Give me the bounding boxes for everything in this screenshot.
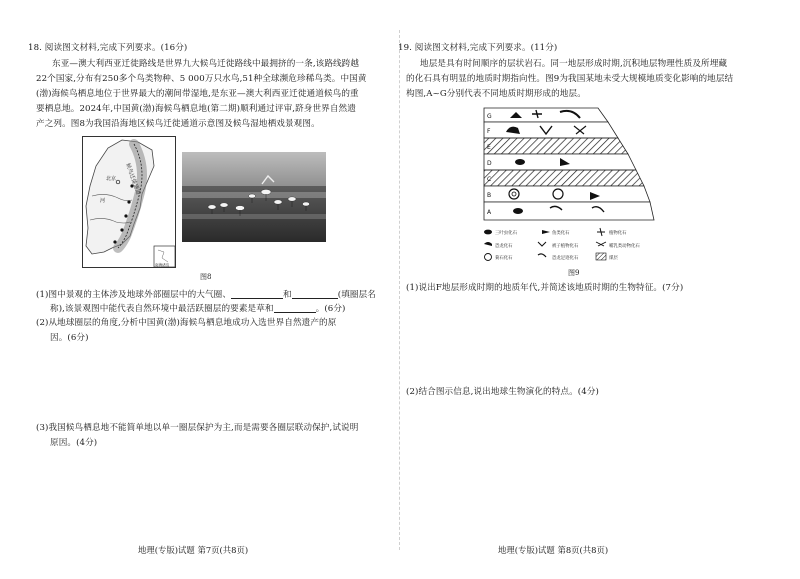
layer-label-e: E	[487, 144, 491, 151]
q18-sub2-line: 因。(6分)	[50, 333, 89, 343]
q18-sub3-line: (3)我国候鸟栖息地不能简单地以单一圈层保护为主,而是需要各圈层联动保护,试说明	[36, 423, 359, 433]
right-page	[400, 0, 800, 579]
q19-paragraph-line: 构图,A~G分别代表不同地质时期形成的地层。	[406, 89, 586, 99]
q18-sub1-line: (1)图中景观的主体涉及地球外部圈层中的大气圈、 和 (填圈层名	[36, 290, 376, 300]
layer-label-d: D	[487, 160, 492, 167]
strata-diagram	[480, 104, 660, 226]
layer-label-a: A	[487, 209, 492, 216]
route-label: 候鸟迁徙通道	[124, 162, 142, 196]
answer-blank[interactable]	[274, 302, 316, 313]
q18-paragraph-line: (渤)海候鸟栖息地位于世界最大的潮间带湿地,是东亚—澳大利西亚迁徙通道候鸟的重	[36, 89, 359, 99]
q19-sub2-line: (2)结合图示信息,说出地球生物演化的特点。(4分)	[406, 387, 599, 397]
page-footer: 地理(专版)试题 第8页(共8页)	[498, 545, 609, 555]
answer-blank[interactable]	[231, 288, 283, 299]
q18-paragraph-line: 22个国家,分布有250多个鸟类物种、5 000万只水鸟,51种全球濒危珍稀鸟类。中国黄	[36, 74, 367, 84]
south-sea-label: 南海诸岛	[155, 263, 170, 267]
question-18-title: 18. 阅读图文材料,完成下列要求。(16分)	[28, 43, 188, 53]
question-19-title: 19. 阅读图文材料,完成下列要求。(11分)	[398, 43, 558, 53]
q18-sub3-line: 原因。(4分)	[50, 438, 98, 448]
legend-plant: 植物化石	[609, 231, 627, 236]
river-label: 河	[100, 198, 106, 204]
figure-8-caption: 图8	[200, 273, 212, 281]
legend-ammonite: 菊石化石	[495, 256, 513, 261]
layer-label-b: B	[487, 192, 492, 199]
legend-dino-footprint: 恐龙足迹化石	[552, 256, 579, 261]
beijing-label: 北京	[106, 176, 117, 182]
q18-sub1-line: 称),该景观图中能代表自然环境中最活跃圈层的要素是草和 。(6分)	[50, 304, 346, 314]
figure-9-caption: 图9	[568, 269, 580, 277]
q18-sub2-line: (2)从地球圈层的角度,分析中国黄(渤)海候鸟栖息地成功入选世界自然遗产的原	[36, 318, 337, 328]
wetland-birds-photo	[182, 152, 326, 242]
layer-label-g: G	[487, 113, 492, 120]
q19-paragraph-line: 的化石具有明显的地质时期指向性。图9为我国某地未受大规模地质变化影响的地层结	[406, 74, 734, 84]
answer-blank[interactable]	[292, 288, 338, 299]
q18-paragraph-line: 东亚—澳大利西亚迁徙路线是世界九大候鸟迁徙路线中最拥挤的一条,该路线跨越	[52, 59, 360, 69]
legend-coal: 煤层	[609, 256, 618, 261]
q19-sub1-line: (1)说出F地层形成时期的地质年代,并简述该地质时期的生物特征。(7分)	[406, 283, 684, 293]
q18-paragraph-line: 要栖息地。2024年,中国黄(渤)海候鸟栖息地(第二期)顺利通过评审,跻身世界自然遗	[36, 104, 356, 114]
layer-label-f: F	[487, 128, 491, 135]
q18-paragraph-line: 产之列。图8为我国沿海地区候鸟迁徙通道示意图及候鸟湿地栖戏景观图。	[36, 119, 320, 129]
page-footer: 地理(专版)试题 第7页(共8页)	[138, 545, 249, 555]
legend-angiosperm: 被子植物化石	[552, 244, 579, 249]
legend-dinosaur: 恐龙化石	[495, 244, 513, 249]
strata-legend	[482, 226, 672, 264]
legend-trilobite: 三叶虫化石	[495, 231, 517, 236]
legend-fish: 鱼类化石	[552, 231, 570, 236]
migration-route-map	[82, 136, 176, 268]
legend-mammal: 哺乳类动物化石	[609, 244, 640, 249]
q19-paragraph-line: 地层是具有时间顺序的层状岩石。同一地层形成时期,沉积地层物理性质及所埋藏	[420, 59, 728, 69]
layer-label-c: C	[487, 176, 492, 183]
